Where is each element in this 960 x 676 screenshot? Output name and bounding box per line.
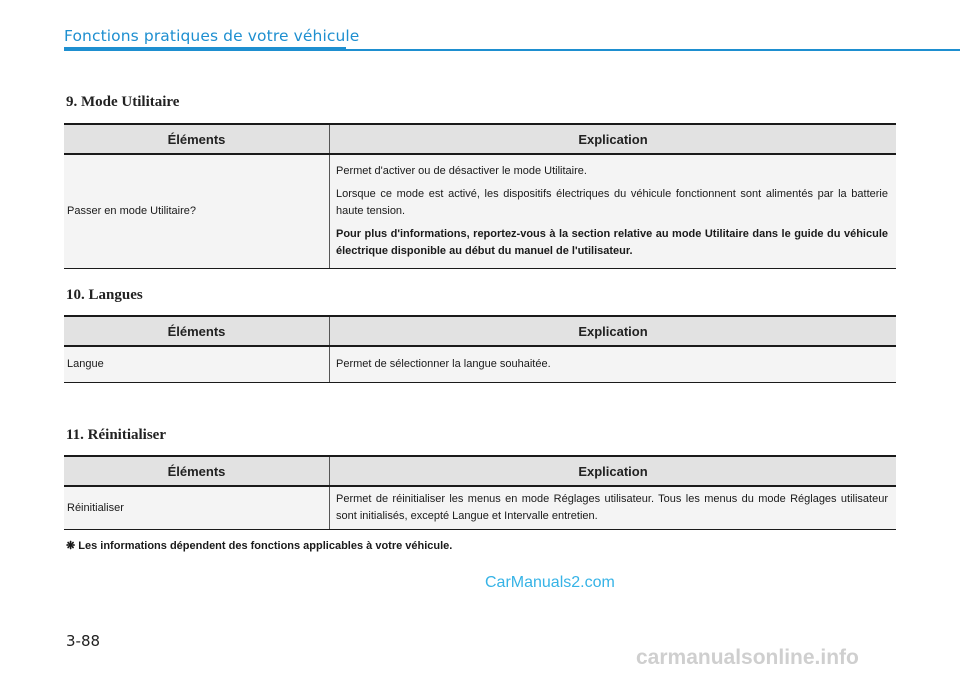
reinitialiser-table — [64, 455, 896, 530]
section-heading-reinitialiser: 11. Réinitialiser — [66, 427, 166, 443]
table-row — [64, 154, 896, 268]
page-number: 3-88 — [66, 632, 101, 650]
explication-paragraph: Permet d'activer ou de désactiver le mode Utilitaire. — [336, 164, 587, 177]
table-row — [64, 346, 896, 382]
column-header-elements: Éléments — [64, 124, 330, 154]
section-heading-mode-utilitaire: 9. Mode Utilitaire — [66, 94, 180, 110]
column-header-elements: Éléments — [64, 316, 330, 346]
header-rule — [346, 49, 960, 51]
row-element-cell: Passer en mode Utilitaire? — [64, 154, 330, 268]
row-element-cell: Réinitialiser — [64, 486, 330, 529]
column-header-explication: Explication — [330, 124, 897, 154]
header-accent-bar — [64, 47, 346, 51]
table-header-row — [64, 316, 896, 346]
table-header-row — [64, 456, 896, 486]
column-header-explication: Explication — [330, 456, 897, 486]
table-row — [64, 486, 896, 529]
header-title: Fonctions pratiques de votre véhicule — [64, 27, 360, 45]
row-element-cell: Langue — [64, 346, 330, 382]
explication-bold-paragraph: Pour plus d'informations, reportez-vous à la section relative au mode Utilitaire dans le guide du véhicule électrique disponible au début du manuel de l'utilisateur. — [336, 227, 888, 257]
column-header-elements: Éléments — [64, 456, 330, 486]
explication-paragraph: Lorsque ce mode est activé, les dispositifs électriques du véhicule fonctionnent sont alimentés par la batterie haute tension. — [336, 187, 888, 217]
column-header-explication: Explication — [330, 316, 897, 346]
mode-utilitaire-table — [64, 123, 896, 269]
watermark-carmanualsonline: carmanualsonline.info — [636, 646, 859, 669]
section-heading-langues: 10. Langues — [66, 287, 143, 303]
row-explication-cell — [330, 154, 897, 268]
footnote: ❋ Les informations dépendent des fonctions applicables à votre véhicule. — [66, 540, 453, 552]
row-explication-cell: Permet de réinitialiser les menus en mode Réglages utilisateur. Tous les menus du mode Réglages utilisateur sont initialisés, excepté Langue et Intervalle entretien. — [330, 486, 897, 529]
row-explication-cell: Permet de sélectionner la langue souhaitée. — [330, 346, 897, 382]
table-header-row — [64, 124, 896, 154]
langues-table — [64, 315, 896, 383]
watermark-carmanuals2: CarManuals2.com — [485, 574, 615, 591]
